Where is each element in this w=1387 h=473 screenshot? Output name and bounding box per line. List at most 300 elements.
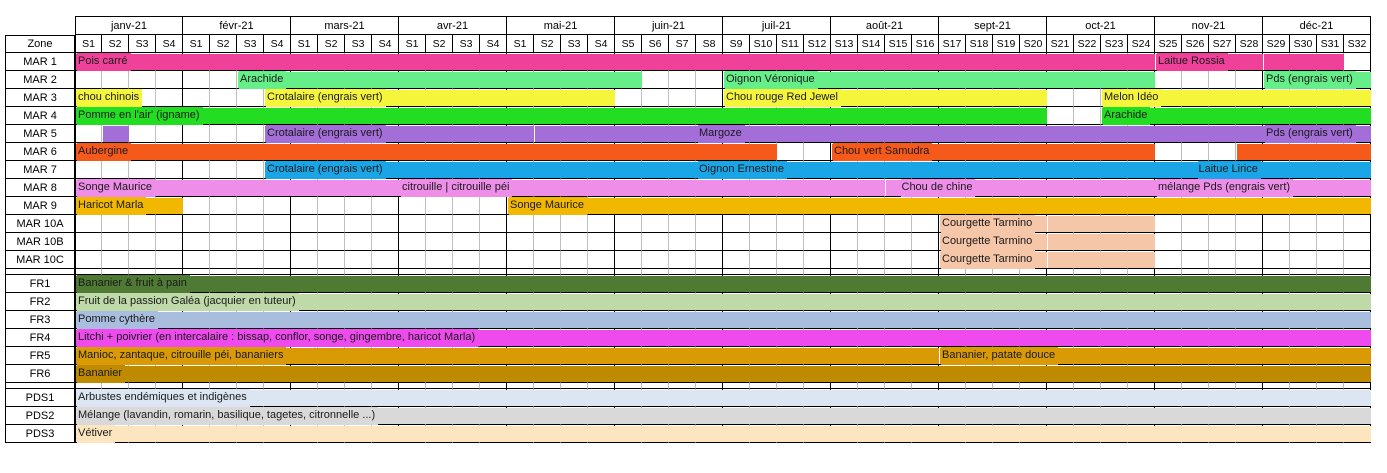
grid-cell [507, 251, 534, 269]
zone-row-mar-1-label: MAR 1 [5, 53, 75, 71]
crop-label: Bananier [77, 365, 125, 383]
zone-row-mar-3-label: MAR 3 [5, 89, 75, 107]
grid-cell [831, 233, 858, 251]
grid-cell [372, 233, 399, 251]
grid-cell [1236, 233, 1263, 251]
grid-cell [372, 197, 399, 215]
week-header: S6 [642, 35, 669, 53]
grid-cell [75, 215, 102, 233]
grid-cell [1074, 89, 1101, 107]
week-header: S30 [1290, 35, 1317, 53]
week-header: S7 [669, 35, 696, 53]
grid-cell [210, 161, 237, 179]
month-header: mai-21 [507, 17, 615, 35]
week-header: S8 [696, 35, 723, 53]
grid-cell [264, 215, 291, 233]
grid-cell [237, 215, 264, 233]
zone-row-fr1-label: FR1 [5, 275, 75, 293]
week-header: S31 [1317, 35, 1344, 53]
grid-cell [696, 251, 723, 269]
crop-label: Pomme en l'air' (igname) [77, 107, 203, 125]
week-header: S13 [831, 35, 858, 53]
grid-cell [318, 215, 345, 233]
grid-cell [237, 89, 264, 107]
week-header: S9 [723, 35, 750, 53]
zone-row-mar-6-label: MAR 6 [5, 143, 75, 161]
week-header: S4 [264, 35, 291, 53]
week-header: S4 [156, 35, 183, 53]
week-header: S26 [1182, 35, 1209, 53]
grid-cell [534, 251, 561, 269]
crop-label: Vétiver [77, 425, 115, 443]
crop-label: Arbustes endémiques et indigènes [77, 389, 250, 407]
grid-cell [588, 215, 615, 233]
week-header: S3 [129, 35, 156, 53]
week-header: S5 [615, 35, 642, 53]
grid-cell [642, 89, 669, 107]
grid-cell [102, 161, 129, 179]
grid-cell [1182, 251, 1209, 269]
grid-cell [210, 71, 237, 89]
grid-cell [183, 215, 210, 233]
grid-cell [264, 197, 291, 215]
grid-cell [507, 233, 534, 251]
grid-cell [804, 251, 831, 269]
zone-row-fr4-label: FR4 [5, 329, 75, 347]
grid-cell [237, 197, 264, 215]
grid-cell [453, 197, 480, 215]
crop-bar [1264, 54, 1344, 70]
zone-row-fr6-label: FR6 [5, 365, 75, 383]
grid-cell [912, 215, 939, 233]
month-header: sept-21 [939, 17, 1047, 35]
zone-row-mar-10c-label: MAR 10C [5, 251, 75, 269]
grid-cell [642, 71, 669, 89]
week-header: S25 [1155, 35, 1182, 53]
crop-label: Oignon Ernestine [698, 161, 787, 179]
grid-cell [777, 233, 804, 251]
week-header: S2 [426, 35, 453, 53]
grid-cell [183, 161, 210, 179]
week-header: S27 [1209, 35, 1236, 53]
grid-cell [1182, 233, 1209, 251]
grid-cell [1290, 215, 1317, 233]
grid-cell [210, 197, 237, 215]
grid-cell [183, 251, 210, 269]
week-header: S1 [399, 35, 426, 53]
grid-cell [885, 215, 912, 233]
crop-bar [76, 390, 1371, 406]
crop-label: Melon Idéo [1103, 89, 1161, 107]
month-header: juin-21 [615, 17, 723, 35]
week-header: S23 [1101, 35, 1128, 53]
grid-cell [399, 233, 426, 251]
grid-cell [1047, 89, 1074, 107]
crop-label: Oignon Véronique [725, 71, 818, 89]
week-header: S4 [588, 35, 615, 53]
zone-row-mar-9-label: MAR 9 [5, 197, 75, 215]
grid-cell [804, 215, 831, 233]
grid-cell [1209, 143, 1236, 161]
crop-label: Laitue Rossia [1157, 53, 1228, 71]
week-header: S3 [453, 35, 480, 53]
grid-cell [345, 233, 372, 251]
crop-label: Manioc, zantaque, citrouille péi, bananiers [77, 347, 286, 365]
grid-cell [885, 233, 912, 251]
grid-cell [183, 233, 210, 251]
grid-cell [453, 233, 480, 251]
grid-cell [1317, 233, 1344, 251]
crop-label: Pds (engrais vert) [1265, 125, 1356, 143]
grid-cell [831, 215, 858, 233]
grid-cell [858, 233, 885, 251]
grid-cell [669, 215, 696, 233]
crop-bar [76, 312, 1371, 328]
crop-bar [103, 126, 129, 142]
grid-cell [426, 215, 453, 233]
grid-cell [750, 251, 777, 269]
crop-bar [76, 54, 1155, 70]
month-header: juil-21 [723, 17, 831, 35]
grid-cell [1263, 215, 1290, 233]
grid-cell [102, 251, 129, 269]
crop-label: Margoze [698, 125, 745, 143]
grid-cell [156, 215, 183, 233]
grid-cell [318, 251, 345, 269]
week-header: S2 [210, 35, 237, 53]
zone-row-pds2-label: PDS2 [5, 407, 75, 425]
grid-cell [183, 89, 210, 107]
grid-cell [750, 215, 777, 233]
week-header: S2 [534, 35, 561, 53]
grid-cell [1263, 251, 1290, 269]
grid-cell [1155, 215, 1182, 233]
grid-cell [129, 215, 156, 233]
grid-cell [372, 251, 399, 269]
grid-cell [804, 143, 831, 161]
grid-cell [858, 215, 885, 233]
month-header: nov-21 [1155, 17, 1263, 35]
week-header: S3 [237, 35, 264, 53]
crop-label: Mélange (lavandin, romarin, basilique, tagetes, citronnelle ...) [77, 407, 378, 425]
grid-cell [1182, 71, 1209, 89]
grid-cell [426, 251, 453, 269]
week-header: S3 [345, 35, 372, 53]
grid-cell [129, 251, 156, 269]
crop-bar [1048, 216, 1155, 232]
grid-cell [669, 233, 696, 251]
crop-bar [1237, 144, 1371, 160]
grid-cell [561, 215, 588, 233]
grid-cell [318, 197, 345, 215]
zone-row-mar-2-label: MAR 2 [5, 71, 75, 89]
week-header: S24 [1128, 35, 1155, 53]
crop-label: mélange Pds (engrais vert) [1157, 179, 1293, 197]
week-header: S1 [183, 35, 210, 53]
week-header: S1 [507, 35, 534, 53]
grid-cell [1344, 233, 1371, 251]
week-header: S1 [75, 35, 102, 53]
grid-cell [642, 233, 669, 251]
grid-cell [102, 71, 129, 89]
crop-label: Bananier, patate douce [941, 347, 1058, 365]
grid-cell [453, 215, 480, 233]
grid-cell [1155, 233, 1182, 251]
zone-row-fr3-label: FR3 [5, 311, 75, 329]
week-header: S4 [480, 35, 507, 53]
week-header: S3 [561, 35, 588, 53]
grid-cell [75, 233, 102, 251]
crop-label: Arachide [1103, 107, 1150, 125]
week-header: S17 [939, 35, 966, 53]
grid-cell [723, 215, 750, 233]
crop-bar [76, 276, 1371, 292]
crop-label: Chou vert Samudra [833, 143, 932, 161]
zone-row-mar-8-label: MAR 8 [5, 179, 75, 197]
crop-label: Courgette Tarmino [941, 233, 1035, 251]
grid-cell [129, 233, 156, 251]
month-header: févr-21 [183, 17, 291, 35]
grid-cell [804, 233, 831, 251]
week-header: S1 [291, 35, 318, 53]
grid-cell [696, 233, 723, 251]
grid-cell [426, 233, 453, 251]
grid-cell [750, 233, 777, 251]
grid-cell [156, 71, 183, 89]
crop-label: Aubergine [77, 143, 131, 161]
zone-column-header: Zone [5, 35, 75, 53]
grid-cell [696, 89, 723, 107]
zone-row-fr2-label: FR2 [5, 293, 75, 311]
grid-cell [291, 215, 318, 233]
grid-cell [1290, 233, 1317, 251]
grid-cell [372, 215, 399, 233]
grid-cell [831, 251, 858, 269]
month-header: avr-21 [399, 17, 507, 35]
crop-bar [535, 126, 1371, 142]
grid-cell [75, 161, 102, 179]
crop-label: Songe Maurice [509, 197, 587, 215]
grid-cell [1344, 251, 1371, 269]
crop-label: Pds (engrais vert) [1265, 71, 1356, 89]
grid-cell [1155, 71, 1182, 89]
grid-cell [1236, 215, 1263, 233]
grid-cell [210, 251, 237, 269]
week-header: S19 [993, 35, 1020, 53]
grid-cell [696, 215, 723, 233]
crop-bar [76, 108, 1047, 124]
zone-row-mar-5-label: MAR 5 [5, 125, 75, 143]
grid-cell [318, 233, 345, 251]
grid-cell [210, 125, 237, 143]
crop-label: Chou rouge Red Jewel [725, 89, 841, 107]
grid-cell [777, 215, 804, 233]
grid-cell [183, 71, 210, 89]
week-header: S16 [912, 35, 939, 53]
zone-row-mar-7-label: MAR 7 [5, 161, 75, 179]
crop-bar [1048, 234, 1155, 250]
grid-cell [1317, 215, 1344, 233]
crop-label: Courgette Tarmino [941, 251, 1035, 269]
grid-cell [1155, 143, 1182, 161]
grid-cell [615, 233, 642, 251]
grid-cell [183, 125, 210, 143]
week-header: S21 [1047, 35, 1074, 53]
grid-cell [156, 161, 183, 179]
crop-bar [76, 144, 777, 160]
crop-label: Arachide [239, 71, 286, 89]
grid-cell [156, 89, 183, 107]
grid-cell [1209, 233, 1236, 251]
grid-cell [399, 215, 426, 233]
grid-cell [1182, 143, 1209, 161]
grid-cell [1236, 251, 1263, 269]
grid-cell [1317, 251, 1344, 269]
crop-label: Crotalaire (engrais vert) [266, 89, 386, 107]
crop-bar [76, 426, 1371, 442]
week-header: S14 [858, 35, 885, 53]
grid-cell [237, 233, 264, 251]
grid-cell [237, 125, 264, 143]
crop-bar [238, 72, 642, 88]
grid-cell [1182, 215, 1209, 233]
week-header: S18 [966, 35, 993, 53]
crop-label: Bananier & fruit à pain [77, 275, 190, 293]
grid-cell [399, 197, 426, 215]
grid-cell [615, 89, 642, 107]
crop-label: Chou de chine [901, 179, 976, 197]
crop-bar [1048, 252, 1155, 268]
grid-cell [669, 89, 696, 107]
grid-cell [480, 197, 507, 215]
week-header: S15 [885, 35, 912, 53]
grid-cell [642, 215, 669, 233]
grid-cell [588, 233, 615, 251]
grid-cell [156, 233, 183, 251]
grid-cell [1263, 233, 1290, 251]
week-header: S10 [750, 35, 777, 53]
grid-cell [669, 251, 696, 269]
grid-cell [669, 71, 696, 89]
week-header: S20 [1020, 35, 1047, 53]
month-header: déc-21 [1263, 17, 1371, 35]
grid-cell [858, 251, 885, 269]
month-header: août-21 [831, 17, 939, 35]
crop-label: Courgette Tarmino [941, 215, 1035, 233]
week-header: S32 [1344, 35, 1371, 53]
grid-cell [696, 71, 723, 89]
grid-cell [75, 251, 102, 269]
zone-row-mar-4-label: MAR 4 [5, 107, 75, 125]
grid-cell [615, 215, 642, 233]
grid-cell [1074, 107, 1101, 125]
grid-cell [264, 251, 291, 269]
crop-label: Laitue Lirice [1198, 161, 1261, 179]
grid-cell [561, 233, 588, 251]
zone-row-pds1-label: PDS1 [5, 389, 75, 407]
grid-cell [885, 251, 912, 269]
week-header: S22 [1074, 35, 1101, 53]
grid-cell [291, 251, 318, 269]
crop-label: Fruit de la passion Galéa (jacquier en tuteur) [77, 293, 299, 311]
crop-bar [1156, 162, 1371, 178]
week-header: S11 [777, 35, 804, 53]
grid-cell [1236, 71, 1263, 89]
grid-cell [1344, 215, 1371, 233]
grid-cell [912, 251, 939, 269]
grid-cell [561, 251, 588, 269]
grid-cell [1344, 53, 1371, 71]
week-header: S2 [102, 35, 129, 53]
grid-cell [534, 215, 561, 233]
week-header: S4 [372, 35, 399, 53]
grid-cell [345, 215, 372, 233]
zone-row-mar-10a-label: MAR 10A [5, 215, 75, 233]
grid-cell [75, 125, 102, 143]
crop-label: Crotalaire (engrais vert) [266, 125, 386, 143]
grid-cell [291, 233, 318, 251]
grid-cell [210, 89, 237, 107]
week-header: S28 [1236, 35, 1263, 53]
grid-cell [291, 197, 318, 215]
grid-cell [1209, 215, 1236, 233]
crop-label: citrouille | citrouille péi [401, 179, 512, 197]
grid-cell [1155, 251, 1182, 269]
week-header: S2 [318, 35, 345, 53]
grid-cell [156, 251, 183, 269]
grid-cell [642, 251, 669, 269]
grid-cell [453, 251, 480, 269]
zone-row-mar-10b-label: MAR 10B [5, 233, 75, 251]
crop-bar [76, 366, 1371, 382]
grid-cell [183, 197, 210, 215]
grid-cell [777, 251, 804, 269]
grid-cell [102, 233, 129, 251]
grid-cell [1290, 251, 1317, 269]
grid-cell [615, 251, 642, 269]
grid-cell [156, 125, 183, 143]
crop-label: Songe Maurice [77, 179, 155, 197]
crop-label: Haricot Marla [77, 197, 146, 215]
week-header: S12 [804, 35, 831, 53]
grid-cell [777, 143, 804, 161]
crop-label: Pois carré [77, 53, 131, 71]
grid-cell [534, 233, 561, 251]
grid-cell [345, 197, 372, 215]
month-header: mars-21 [291, 17, 399, 35]
grid-cell [129, 71, 156, 89]
grid-cell [912, 233, 939, 251]
grid-cell [75, 71, 102, 89]
grid-cell [237, 251, 264, 269]
grid-cell [129, 161, 156, 179]
grid-cell [723, 233, 750, 251]
grid-cell [480, 251, 507, 269]
week-header: S29 [1263, 35, 1290, 53]
grid-cell [1209, 251, 1236, 269]
grid-cell [210, 215, 237, 233]
crop-label: Litchi + poivrier (en intercalaire : bissap, conflor, songe, gingembre, haricot Marla) [77, 329, 478, 347]
grid-cell [237, 161, 264, 179]
grid-cell [588, 251, 615, 269]
crop-label: Pomme cythère [77, 311, 158, 329]
grid-cell [480, 233, 507, 251]
grid-cell [129, 125, 156, 143]
month-header: janv-21 [75, 17, 183, 35]
crop-label: Crotalaire (engrais vert) [266, 161, 386, 179]
grid-cell [264, 233, 291, 251]
grid-cell [345, 251, 372, 269]
